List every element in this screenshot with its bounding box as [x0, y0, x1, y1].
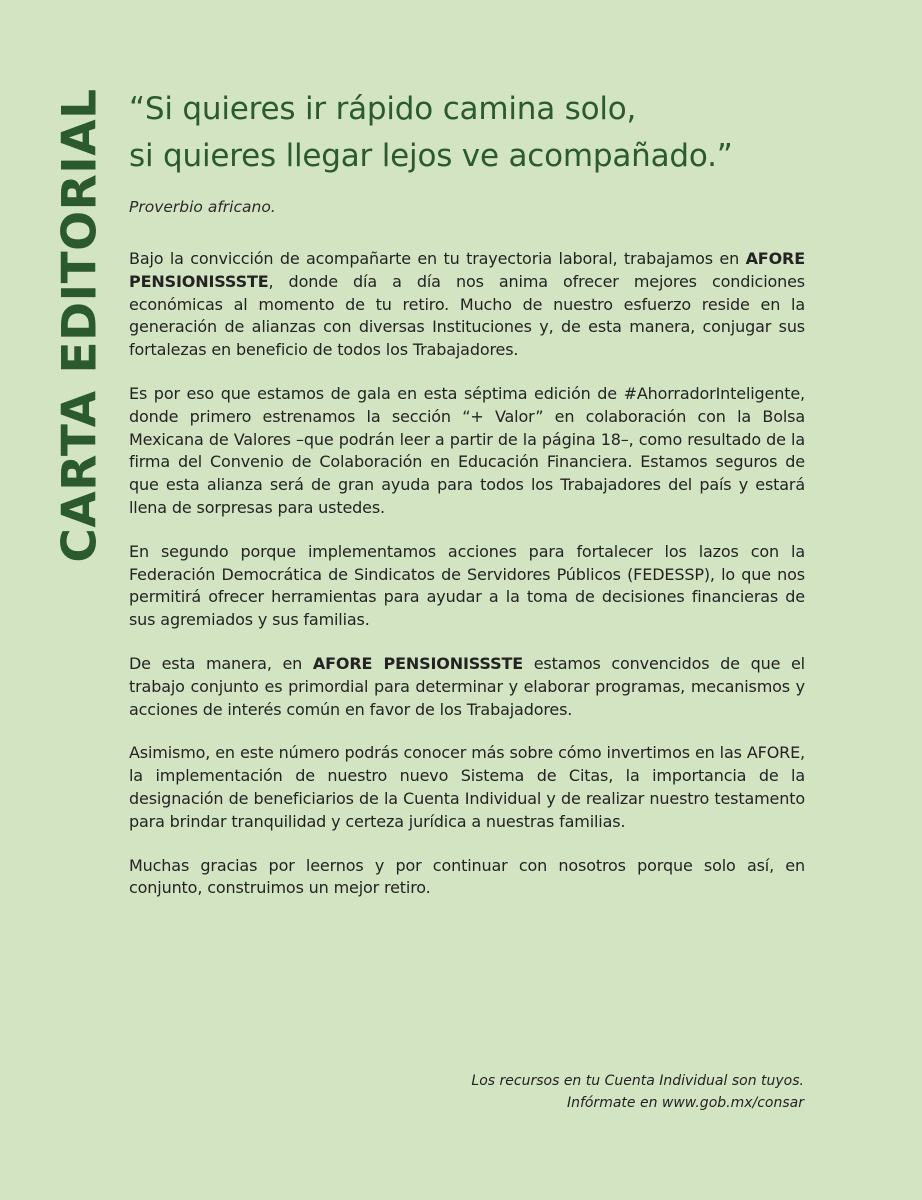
footer-line-1: Los recursos en tu Cuenta Individual son tuyos.: [471, 1073, 804, 1089]
quote: [129, 86, 805, 180]
paragraph-1-text-b: , donde día a día nos anima ofrecer mejores condiciones económicas al momento de tu retiro. Mucho de nuestro esfuerzo reside en la generación de alianzas con diversas Instituciones y, de esta manera, conjugar sus fortalezas en beneficio de todos los Trabajadores.: [129, 271, 805, 360]
footer-line-2: Infórmate en www.gob.mx/consar: [566, 1095, 804, 1111]
editorial-body: [129, 248, 805, 900]
paragraph-3: En segundo porque implementamos acciones para fortalecer los lazos con la Federación Democrática de Sindicatos de Servidores Públicos (FEDESSP), lo que nos permitirá ofrecer herramientas para ayudar a la toma de decisiones financieras de sus agremiados y sus familias.: [129, 541, 805, 630]
editorial-content: [129, 86, 805, 921]
quote-line-2: si quieres llegar lejos ve acompañado.”: [129, 138, 733, 174]
paragraph-4-bold: AFORE PENSIONISSSTE: [312, 653, 524, 673]
paragraph-2: Es por eso que estamos de gala en esta séptima edición de #AhorradorInteligente, donde primero estrenamos la sección “+ Valor” en colaboración con la Bolsa Mexicana de Valores –que podrán leer a partir de la página 18–, como resultado de la firma del Convenio de Colaboración en Educación Financiera. Estamos seguros de que esta alianza será de gran ayuda para todos los Trabajadores del país y estará llena de sorpresas para ustedes.: [129, 383, 805, 517]
side-title: [54, 86, 106, 564]
footer-note: [324, 1070, 804, 1114]
paragraph-5: Asimismo, en este número podrás conocer más sobre cómo invertimos en las AFORE, la implementación de nuestro nuevo Sistema de Citas, la importancia de la designación de beneficiarios de la Cuenta Individual y de realizar nuestro testamento para brindar tranquilidad y certeza jurídica a nuestras familias.: [129, 743, 805, 831]
quote-attribution: Proverbio africano.: [129, 198, 276, 216]
paragraph-6: Muchas gracias por leernos y por continuar con nosotros porque solo así, en conjunto, construimos un mejor retiro.: [129, 855, 805, 898]
paragraph-4-text-a: De esta manera, en: [129, 653, 313, 673]
paragraph-4: [129, 653, 805, 721]
side-title-text: CARTA EDITORIAL: [52, 87, 108, 563]
paragraph-1-text-a: Bajo la convicción de acompañarte en tu trayectoria laboral, trabajamos en: [129, 249, 746, 268]
paragraph-1: [129, 248, 805, 362]
paragraph-4-text-b: estamos convencidos de que el trabajo conjunto es primordial para determinar y elaborar programas, mecanismos y acciones de interés común en favor de los Trabajadores.: [129, 653, 805, 719]
quote-line-1: “Si quieres ir rápido camina solo,: [129, 91, 637, 127]
paragraph-1-bold: AFORE PENSIONISSSTE: [129, 249, 805, 291]
